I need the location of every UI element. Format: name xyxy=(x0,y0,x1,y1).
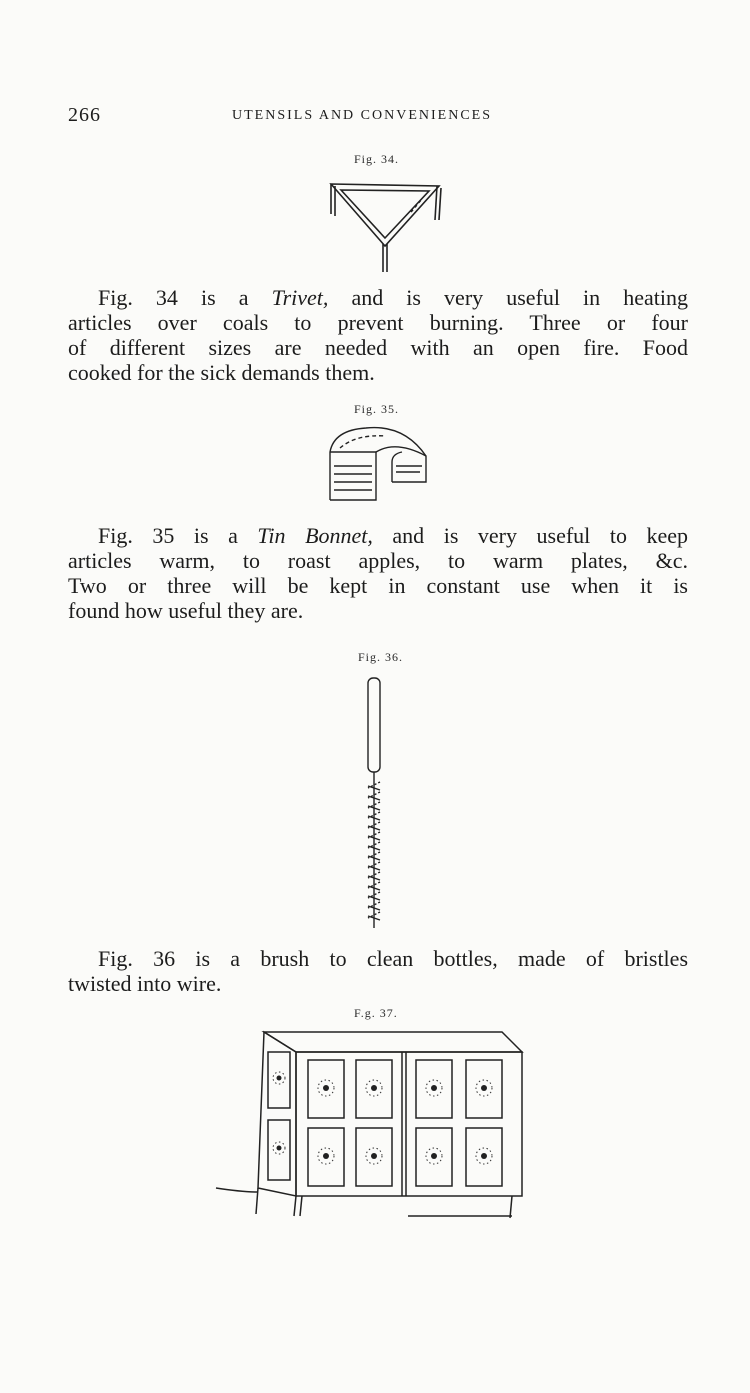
paragraph-line: cooked for the sick demands them. xyxy=(68,360,375,385)
paragraph-line: Fig. 34 is a Trivet, and is very useful in heating xyxy=(98,285,688,310)
term-trivet: Trivet, xyxy=(271,285,329,310)
fig-35-label: Fig. 35. xyxy=(354,402,400,416)
running-head: UTENSILS AND CONVENIENCES xyxy=(232,108,492,123)
term-tin-bonnet: Tin Bonnet, xyxy=(257,523,373,548)
folding-screen-illustration xyxy=(212,1026,532,1226)
fig-37-label: F.g. 37. xyxy=(354,1006,398,1020)
paragraph-line: twisted into wire. xyxy=(68,971,222,996)
paragraph-line: articles warm, to roast apples, to warm plates, &c. xyxy=(68,548,688,573)
fig-34-label: Fig. 34. xyxy=(354,152,400,166)
fig-36-label: Fig. 36. xyxy=(358,650,404,664)
paragraph-line: Two or three will be kept in constant use when it is xyxy=(68,573,688,598)
page-number: 266 xyxy=(68,104,101,126)
trivet-illustration xyxy=(325,176,445,276)
paragraph-fig-34 xyxy=(68,285,688,385)
paragraph-fig-35 xyxy=(68,523,688,623)
paragraph-line: of different sizes are needed with an open fire. Food xyxy=(68,335,688,360)
paragraph-line: Fig. 36 is a brush to clean bottles, made of bristles xyxy=(98,946,688,971)
paragraph-line: found how useful they are. xyxy=(68,598,304,623)
paragraph-fig-36 xyxy=(68,946,688,996)
paragraph-line: Fig. 35 is a Tin Bonnet, and is very useful to keep xyxy=(98,523,688,548)
bottle-brush-illustration xyxy=(362,676,386,932)
paragraph-line: articles over coals to prevent burning. Three or four xyxy=(68,310,688,335)
tin-bonnet-illustration xyxy=(326,422,436,506)
